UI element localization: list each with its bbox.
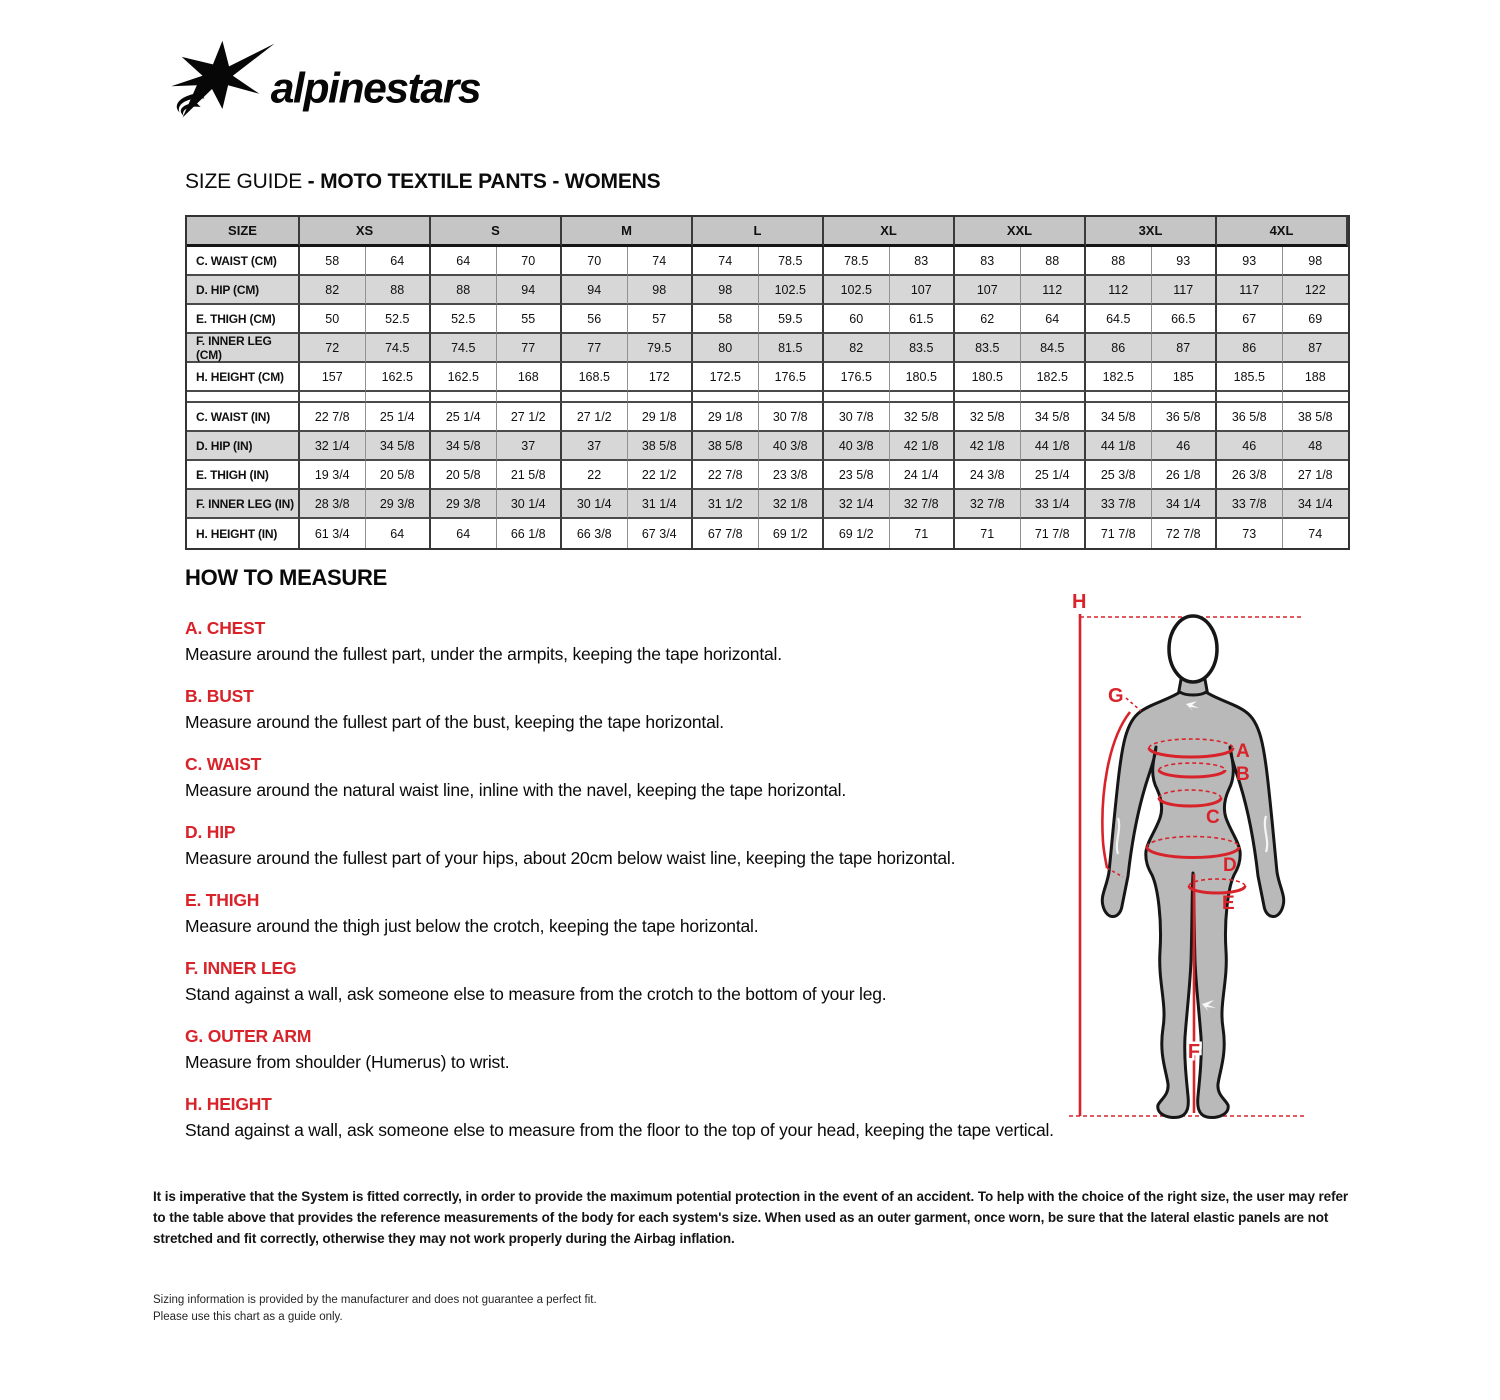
size-table-cell: 27 1/2 <box>562 403 628 432</box>
size-table-cell: 32 1/8 <box>759 490 825 519</box>
size-table-cell: 34 5/8 <box>366 432 432 461</box>
measure-item-label: E. THIGH <box>185 890 260 910</box>
size-table-spacer <box>562 392 628 403</box>
size-table-cell: 117 <box>1217 276 1283 305</box>
size-table-cell: 40 3/8 <box>759 432 825 461</box>
size-table-cell: 84.5 <box>1021 334 1087 363</box>
size-table-cell: 37 <box>562 432 628 461</box>
size-table-row-label: F. INNER LEG (IN) <box>187 490 300 519</box>
size-table-cell: 40 3/8 <box>824 432 890 461</box>
measure-item-description: Measure around the natural waist line, inline with the navel, keeping the tape horizontal. <box>185 780 847 800</box>
footer-note-line1: Sizing information is provided by the manufacturer and does not guarantee a perfect fit. <box>153 1294 597 1306</box>
size-table-cell: 122 <box>1283 276 1349 305</box>
size-table-cell: 34 5/8 <box>1086 403 1152 432</box>
footer-note-line2: Please use this chart as a guide only. <box>153 1311 343 1323</box>
size-table-cell: 52.5 <box>366 305 432 334</box>
size-table-header-xl: XL <box>824 217 955 247</box>
size-table-cell: 22 1/2 <box>628 461 694 490</box>
measure-item-thigh <box>185 890 1060 937</box>
size-table-header-l: L <box>693 217 824 247</box>
size-table-row-label: F. INNER LEG (CM) <box>187 334 300 363</box>
measure-item-outer-arm <box>185 1026 1060 1073</box>
size-table-spacer <box>187 392 300 403</box>
size-table-cell: 31 1/4 <box>628 490 694 519</box>
size-table-spacer <box>431 392 497 403</box>
measure-item-description: Measure around the fullest part of your hips, about 20cm below waist line, keeping the tape horizontal. <box>185 848 956 868</box>
size-table-cell: 172.5 <box>693 363 759 392</box>
measure-item-label: A. CHEST <box>185 618 266 638</box>
size-table <box>185 215 1350 550</box>
size-table-cell: 185 <box>1152 363 1218 392</box>
size-table-cell: 64 <box>431 519 497 548</box>
size-table-cell: 98 <box>693 276 759 305</box>
size-table-row-label: D. HIP (IN) <box>187 432 300 461</box>
size-table-cell: 83 <box>955 247 1021 276</box>
size-table-cell: 27 1/2 <box>497 403 563 432</box>
size-table-cell: 71 <box>955 519 1021 548</box>
size-table-cell: 64 <box>431 247 497 276</box>
size-table-cell: 64.5 <box>1086 305 1152 334</box>
page-title-bold: - MOTO TEXTILE PANTS - WOMENS <box>307 170 661 193</box>
size-table-cell: 70 <box>562 247 628 276</box>
size-table-cell: 23 3/8 <box>759 461 825 490</box>
size-table-header-size: SIZE <box>187 217 300 247</box>
size-table-cell: 86 <box>1217 334 1283 363</box>
figure-head <box>1169 616 1217 682</box>
size-table-cell: 59.5 <box>759 305 825 334</box>
size-table-cell: 55 <box>497 305 563 334</box>
size-table-cell: 188 <box>1283 363 1349 392</box>
size-table-spacer <box>759 392 825 403</box>
size-table-header-3xl: 3XL <box>1086 217 1217 247</box>
size-table-cell: 27 1/8 <box>1283 461 1349 490</box>
size-table-cell: 83.5 <box>955 334 1021 363</box>
page-title <box>185 170 660 194</box>
size-table-cell: 25 1/4 <box>1021 461 1087 490</box>
size-table-cell: 88 <box>431 276 497 305</box>
size-table-cell: 73 <box>1217 519 1283 548</box>
airbag-disclaimer-text: It is imperative that the System is fitted correctly, in order to provide the maximum potential protection in the event of an accident. To help with the choice of the right size, the user may refer to the table above that provides the reference measurements of the body for each system's size. When used as an outer garment, once worn, be sure that the lateral elastic panels are not stretched and fit correctly, otherwise they may not work properly during the Airbag inflation. <box>153 1189 1349 1246</box>
footer-note <box>153 1292 597 1326</box>
size-table-cell: 72 <box>300 334 366 363</box>
size-table-row-label: C. WAIST (CM) <box>187 247 300 276</box>
size-table-cell: 22 7/8 <box>300 403 366 432</box>
size-table-cell: 25 1/4 <box>366 403 432 432</box>
size-table-cell: 98 <box>628 276 694 305</box>
figure-label-outer-arm: G <box>1108 685 1124 707</box>
size-table-cell: 61.5 <box>890 305 956 334</box>
size-table-spacer <box>366 392 432 403</box>
measure-item-height <box>185 1094 1060 1141</box>
size-table-cell: 46 <box>1217 432 1283 461</box>
size-table-cell: 30 1/4 <box>497 490 563 519</box>
size-table-cell: 22 <box>562 461 628 490</box>
how-to-measure-heading: HOW TO MEASURE <box>185 565 387 590</box>
size-table-cell: 30 7/8 <box>759 403 825 432</box>
size-table-spacer <box>1086 392 1152 403</box>
size-table-cell: 26 3/8 <box>1217 461 1283 490</box>
size-table-cell: 66.5 <box>1152 305 1218 334</box>
size-table-row-label: E. THIGH (CM) <box>187 305 300 334</box>
size-table-cell: 74.5 <box>431 334 497 363</box>
size-table-cell: 32 5/8 <box>955 403 1021 432</box>
measure-item-waist <box>185 754 1060 801</box>
size-table-spacer <box>890 392 956 403</box>
size-table-cell: 64 <box>366 519 432 548</box>
size-table-cell: 42 1/8 <box>955 432 1021 461</box>
size-table-cell: 32 7/8 <box>890 490 956 519</box>
size-table-cell: 34 5/8 <box>431 432 497 461</box>
size-table-spacer <box>824 392 890 403</box>
size-table-cell: 81.5 <box>759 334 825 363</box>
size-table-cell: 74.5 <box>366 334 432 363</box>
size-table-cell: 37 <box>497 432 563 461</box>
size-table-cell: 58 <box>300 247 366 276</box>
size-table-cell: 69 <box>1283 305 1349 334</box>
size-table-cell: 94 <box>562 276 628 305</box>
size-table-cell: 32 7/8 <box>955 490 1021 519</box>
outer-arm-dashed-tick-top <box>1126 698 1141 711</box>
figure-label-waist: C <box>1206 807 1220 828</box>
size-table-cell: 58 <box>693 305 759 334</box>
size-table-cell: 172 <box>628 363 694 392</box>
measure-item-hip <box>185 822 1060 869</box>
size-table-cell: 180.5 <box>955 363 1021 392</box>
size-table-header-m: M <box>562 217 693 247</box>
size-table-cell: 102.5 <box>759 276 825 305</box>
size-table-cell: 88 <box>366 276 432 305</box>
measure-item-description: Measure around the fullest part, under the armpits, keeping the tape horizontal. <box>185 644 782 664</box>
measure-item-label: B. BUST <box>185 686 254 706</box>
size-table-spacer <box>1152 392 1218 403</box>
alpinestars-logo-text: alpinestars <box>270 64 480 113</box>
size-table-cell: 87 <box>1283 334 1349 363</box>
size-table-header-s: S <box>431 217 562 247</box>
size-table-cell: 83.5 <box>890 334 956 363</box>
size-table-cell: 117 <box>1152 276 1218 305</box>
size-table-cell: 24 1/4 <box>890 461 956 490</box>
size-table-spacer <box>497 392 563 403</box>
size-table-cell: 182.5 <box>1021 363 1087 392</box>
size-table-cell: 64 <box>366 247 432 276</box>
size-table-cell: 77 <box>562 334 628 363</box>
size-table-spacer <box>1283 392 1349 403</box>
measure-item-description: Measure from shoulder (Humerus) to wrist. <box>185 1052 510 1072</box>
size-table-cell: 34 5/8 <box>1021 403 1087 432</box>
page-title-regular: SIZE GUIDE <box>185 170 308 193</box>
size-table-cell: 32 5/8 <box>890 403 956 432</box>
size-table-cell: 62 <box>955 305 1021 334</box>
measure-item-inner-leg <box>185 958 1060 1005</box>
size-table-cell: 82 <box>824 334 890 363</box>
size-table-cell: 168 <box>497 363 563 392</box>
size-table-cell: 56 <box>562 305 628 334</box>
size-table-cell: 19 3/4 <box>300 461 366 490</box>
size-table-cell: 168.5 <box>562 363 628 392</box>
size-table-cell: 20 5/8 <box>366 461 432 490</box>
size-table-cell: 28 3/8 <box>300 490 366 519</box>
size-table-cell: 74 <box>628 247 694 276</box>
size-table-cell: 67 3/4 <box>628 519 694 548</box>
size-table-cell: 98 <box>1283 247 1349 276</box>
size-table-cell: 42 1/8 <box>890 432 956 461</box>
figure-label-bust: B <box>1236 764 1250 785</box>
alpinestars-logo <box>160 36 480 126</box>
size-table-cell: 34 1/4 <box>1283 490 1349 519</box>
size-table-spacer <box>1217 392 1283 403</box>
size-table-cell: 32 1/4 <box>824 490 890 519</box>
size-table-cell: 180.5 <box>890 363 956 392</box>
size-table-header-4xl: 4XL <box>1217 217 1348 247</box>
figure-label-height: H <box>1072 591 1087 613</box>
size-table-cell: 78.5 <box>759 247 825 276</box>
size-table-spacer <box>693 392 759 403</box>
size-table-cell: 31 1/2 <box>693 490 759 519</box>
figure-label-hip: D <box>1223 855 1237 876</box>
size-table-cell: 20 5/8 <box>431 461 497 490</box>
size-table-cell: 38 5/8 <box>628 432 694 461</box>
size-table-cell: 33 7/8 <box>1217 490 1283 519</box>
size-table-cell: 83 <box>890 247 956 276</box>
size-table-cell: 162.5 <box>366 363 432 392</box>
size-table-cell: 22 7/8 <box>693 461 759 490</box>
size-table-cell: 44 1/8 <box>1086 432 1152 461</box>
size-table-cell: 102.5 <box>824 276 890 305</box>
size-table-row-label: H. HEIGHT (CM) <box>187 363 300 392</box>
size-table-cell: 88 <box>1086 247 1152 276</box>
size-table-cell: 36 5/8 <box>1217 403 1283 432</box>
size-table-cell: 26 1/8 <box>1152 461 1218 490</box>
measure-item-label: G. OUTER ARM <box>185 1026 312 1046</box>
size-table-cell: 71 7/8 <box>1021 519 1087 548</box>
size-table-cell: 34 1/4 <box>1152 490 1218 519</box>
size-table-cell: 88 <box>1021 247 1087 276</box>
size-table-cell: 71 <box>890 519 956 548</box>
size-table-cell: 157 <box>300 363 366 392</box>
size-table-row-label: D. HIP (CM) <box>187 276 300 305</box>
size-table-header-xs: XS <box>300 217 431 247</box>
size-table-cell: 67 <box>1217 305 1283 334</box>
size-table-cell: 162.5 <box>431 363 497 392</box>
size-table-row-label: E. THIGH (IN) <box>187 461 300 490</box>
size-table-cell: 25 1/4 <box>431 403 497 432</box>
figure-label-inner-leg: F <box>1187 1041 1201 1063</box>
size-table-spacer <box>300 392 366 403</box>
size-table-cell: 30 1/4 <box>562 490 628 519</box>
measure-item-label: F. INNER LEG <box>185 958 297 978</box>
size-table-cell: 29 1/8 <box>693 403 759 432</box>
size-table-cell: 24 3/8 <box>955 461 1021 490</box>
size-table-cell: 30 7/8 <box>824 403 890 432</box>
size-table-cell: 72 7/8 <box>1152 519 1218 548</box>
measure-item-description: Stand against a wall, ask someone else to measure from the crotch to the bottom of your leg. <box>185 984 887 1004</box>
size-table-cell: 82 <box>300 276 366 305</box>
size-table-cell: 44 1/8 <box>1021 432 1087 461</box>
size-table-cell: 176.5 <box>824 363 890 392</box>
measure-item-chest <box>185 618 1060 665</box>
size-table-cell: 182.5 <box>1086 363 1152 392</box>
size-table-cell: 107 <box>890 276 956 305</box>
alpinestars-star-icon <box>171 41 274 118</box>
size-table-cell: 32 1/4 <box>300 432 366 461</box>
size-table-cell: 66 1/8 <box>497 519 563 548</box>
size-table-spacer <box>1021 392 1087 403</box>
size-table-cell: 25 3/8 <box>1086 461 1152 490</box>
size-table-cell: 33 7/8 <box>1086 490 1152 519</box>
size-table-cell: 67 7/8 <box>693 519 759 548</box>
size-table-spacer <box>955 392 1021 403</box>
size-table-cell: 77 <box>497 334 563 363</box>
size-table-cell: 33 1/4 <box>1021 490 1087 519</box>
size-table-cell: 60 <box>824 305 890 334</box>
size-table-header-xxl: XXL <box>955 217 1086 247</box>
size-table-row-label: H. HEIGHT (IN) <box>187 519 300 548</box>
size-table-cell: 36 5/8 <box>1152 403 1218 432</box>
size-table-cell: 93 <box>1152 247 1218 276</box>
figure-label-thigh: E <box>1222 893 1235 914</box>
measure-item-label: D. HIP <box>185 822 236 842</box>
size-table-cell: 86 <box>1086 334 1152 363</box>
size-table-cell: 176.5 <box>759 363 825 392</box>
size-table-cell: 69 1/2 <box>759 519 825 548</box>
size-table-row-label: C. WAIST (IN) <box>187 403 300 432</box>
size-table-cell: 69 1/2 <box>824 519 890 548</box>
figure-label-chest: A <box>1236 741 1250 762</box>
size-table-cell: 112 <box>1086 276 1152 305</box>
size-table-cell: 79.5 <box>628 334 694 363</box>
measure-item-description: Measure around the fullest part of the bust, keeping the tape horizontal. <box>185 712 724 732</box>
size-table-cell: 48 <box>1283 432 1349 461</box>
size-table-cell: 23 5/8 <box>824 461 890 490</box>
size-table-cell: 70 <box>497 247 563 276</box>
size-table-cell: 29 1/8 <box>628 403 694 432</box>
measure-item-description: Measure around the thigh just below the crotch, keeping the tape horizontal. <box>185 916 759 936</box>
size-table-cell: 52.5 <box>431 305 497 334</box>
measurement-figure <box>1056 590 1318 1135</box>
measure-item-label: C. WAIST <box>185 754 262 774</box>
size-table-cell: 112 <box>1021 276 1087 305</box>
size-table-cell: 78.5 <box>824 247 890 276</box>
size-table-cell: 74 <box>1283 519 1349 548</box>
size-table-cell: 87 <box>1152 334 1218 363</box>
size-table-cell: 64 <box>1021 305 1087 334</box>
size-table-cell: 21 5/8 <box>497 461 563 490</box>
size-table-cell: 80 <box>693 334 759 363</box>
size-table-cell: 61 3/4 <box>300 519 366 548</box>
size-table-cell: 38 5/8 <box>1283 403 1349 432</box>
size-table-cell: 94 <box>497 276 563 305</box>
size-table-cell: 93 <box>1217 247 1283 276</box>
size-table-cell: 66 3/8 <box>562 519 628 548</box>
size-table-cell: 29 3/8 <box>366 490 432 519</box>
size-table-cell: 46 <box>1152 432 1218 461</box>
size-table-cell: 107 <box>955 276 1021 305</box>
measure-item-description: Stand against a wall, ask someone else to measure from the floor to the top of your head, keeping the tape vertical. <box>185 1120 1054 1140</box>
size-table-cell: 71 7/8 <box>1086 519 1152 548</box>
size-table-cell: 38 5/8 <box>693 432 759 461</box>
how-to-measure-section <box>185 565 1060 1162</box>
size-table-cell: 50 <box>300 305 366 334</box>
measure-item-bust <box>185 686 1060 733</box>
size-table-cell: 74 <box>693 247 759 276</box>
measure-item-label: H. HEIGHT <box>185 1094 272 1114</box>
size-table-spacer <box>628 392 694 403</box>
size-table-cell: 57 <box>628 305 694 334</box>
size-table-cell: 29 3/8 <box>431 490 497 519</box>
size-table-cell: 185.5 <box>1217 363 1283 392</box>
